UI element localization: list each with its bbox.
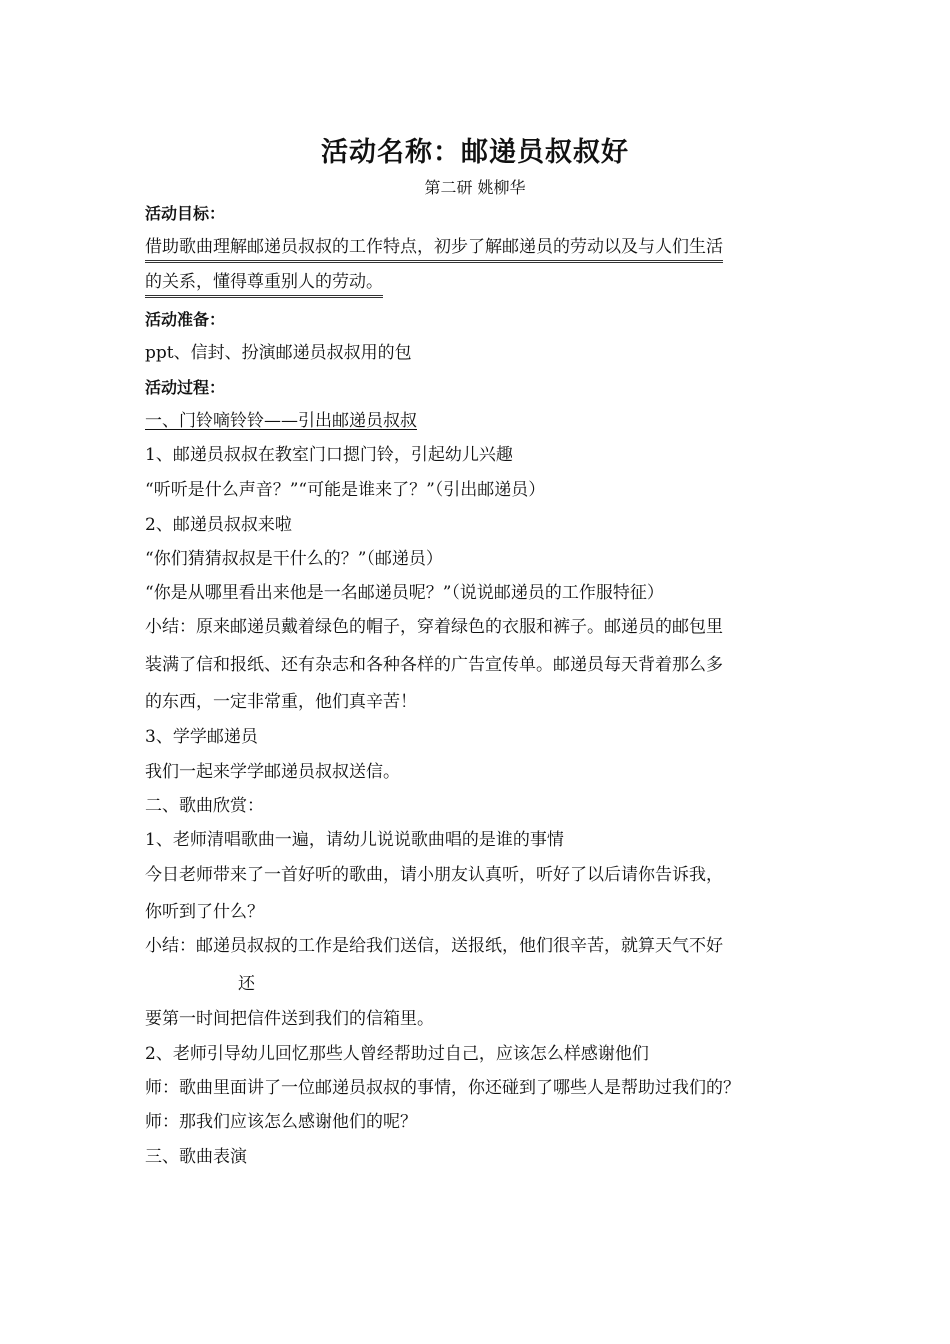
document-author: 第二研 姚柳华: [424, 178, 526, 197]
process-line-9: 的东西，一定非常重，他们真辛苦！: [145, 692, 417, 712]
goal-heading: 活动目标：: [145, 204, 226, 223]
process-line-12: 二、歌曲欣赏：: [145, 796, 264, 816]
process-heading: 活动过程：: [145, 378, 226, 397]
goal-line-1: [145, 236, 815, 263]
process-line-19: 2、老师引导幼儿回忆那些人曾经帮助过自己，应该怎么样感谢他们: [145, 1044, 649, 1064]
process-line-5: “你们猜猜叔叔是干什么的？”（邮递员）: [145, 549, 443, 569]
goal-text-1: 借助歌曲理解邮递员叔叔的工作特点，初步了解邮递员的劳动以及与人们生活: [145, 236, 723, 263]
process-line-2: 1、邮递员叔叔在教室门口摁门铃，引起幼儿兴趣: [145, 445, 513, 465]
prep-heading: 活动准备：: [145, 310, 226, 329]
process-line-1: [145, 410, 815, 432]
process-line-4: 2、邮递员叔叔来啦: [145, 515, 292, 535]
process-line-15: 你听到了什么？: [145, 902, 264, 922]
process-line-3: “听听是什么声音？”“可能是谁来了？”（引出邮递员）: [145, 480, 546, 500]
section-three-heading: 三、歌曲表演: [145, 1147, 247, 1167]
process-line-10: 3、学学邮递员: [145, 727, 258, 747]
process-line-18: 要第一时间把信件送到我们的信箱里。: [145, 1009, 434, 1029]
section-one-heading: 一、门铃嘀铃铃——引出邮递员叔叔: [145, 411, 417, 431]
process-line-11: 我们一起来学学邮递员叔叔送信。: [145, 762, 400, 782]
process-line-14: 今日老师带来了一首好听的歌曲，请小朋友认真听，听好了以后请你告诉我，: [145, 865, 723, 885]
process-line-16: 小结：邮递员叔叔的工作是给我们送信，送报纸，他们很辛苦，就算天气不好: [145, 936, 723, 956]
prep-text: ppt、信封、扮演邮递员叔叔用的包: [145, 343, 412, 363]
process-line-8: 装满了信和报纸、还有杂志和各种各样的广告宣传单。邮递员每天背着那么多: [145, 655, 723, 675]
process-line-17: 还: [238, 974, 255, 994]
process-line-21: 师：那我们应该怎么感谢他们的呢？: [145, 1112, 417, 1132]
goal-line-2: [145, 271, 815, 298]
process-line-6: “你是从哪里看出来他是一名邮递员呢？”（说说邮递员的工作服特征）: [145, 583, 664, 603]
process-line-20: 师：歌曲里面讲了一位邮递员叔叔的事情，你还碰到了哪些人是帮助过我们的？: [145, 1078, 740, 1098]
process-line-7: 小结：原来邮递员戴着绿色的帽子，穿着绿色的衣服和裤子。邮递员的邮包里: [145, 617, 723, 637]
document-title: 活动名称：邮递员叔叔好: [321, 137, 629, 168]
goal-text-2: 的关系，懂得尊重别人的劳动。: [145, 271, 383, 298]
process-line-13: 1、老师清唱歌曲一遍，请幼儿说说歌曲唱的是谁的事情: [145, 830, 564, 850]
